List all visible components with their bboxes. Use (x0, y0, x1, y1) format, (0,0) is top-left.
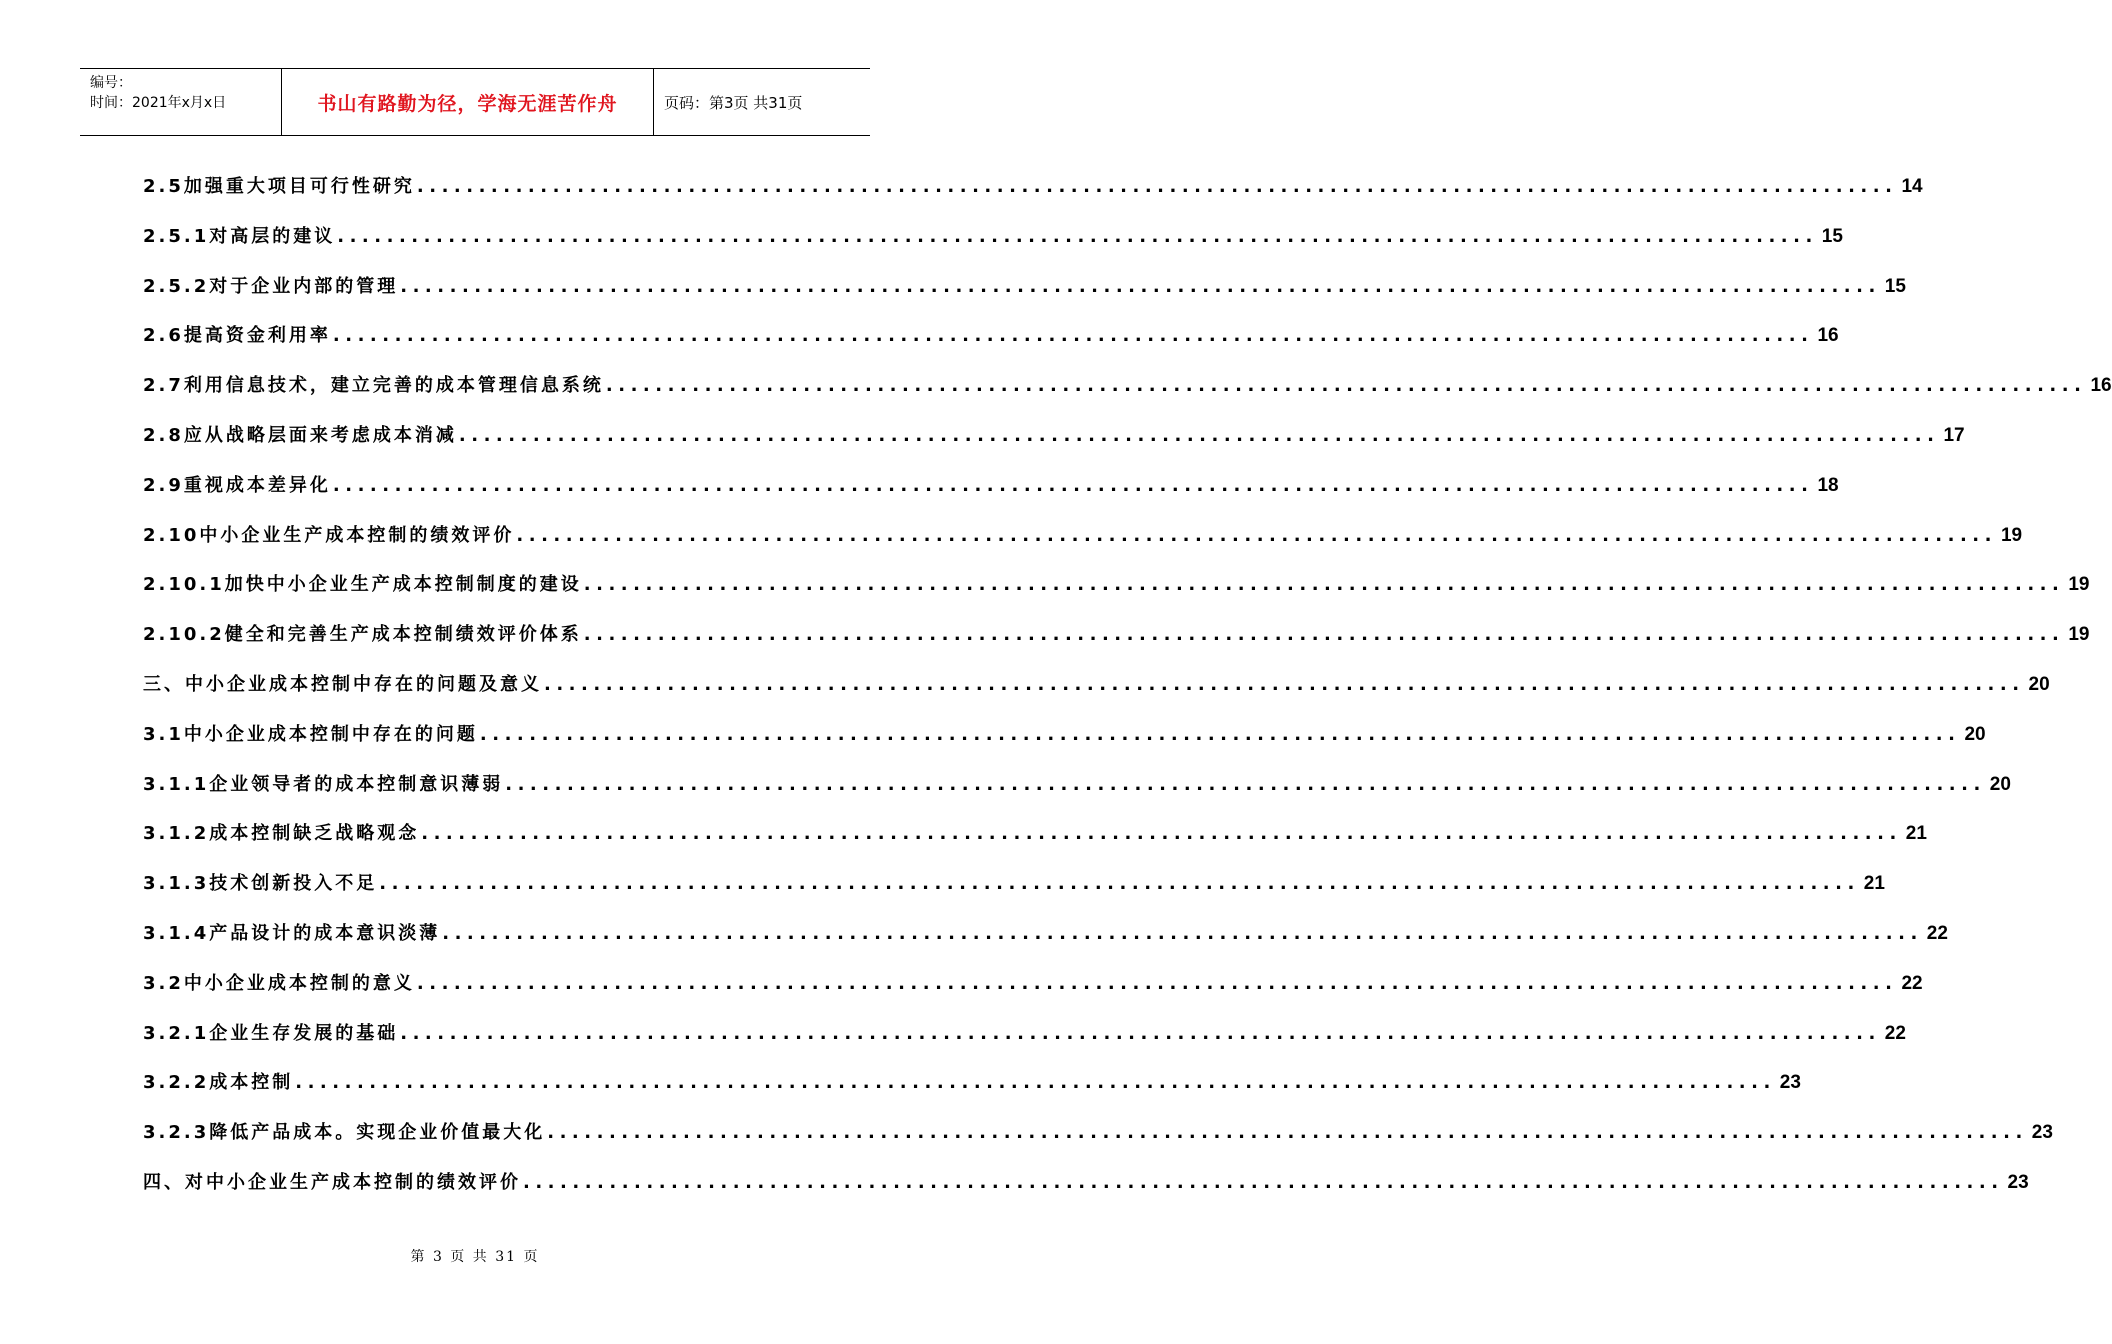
toc-entry-page: 14 (1901, 176, 1923, 197)
date-label: 时间：2021年x月x日 (90, 95, 227, 111)
toc-entry-title: 2.10.1加快中小企业生产成本控制制度的建设 (143, 574, 582, 596)
toc-dot-leader: ........................................................................................................................ (458, 424, 1940, 446)
toc-dot-leader: ........................................................................................................................ (379, 873, 1860, 895)
toc-entry[interactable] (143, 807, 1927, 857)
toc-entry[interactable] (143, 658, 2050, 708)
toc-entry-page: 23 (2031, 1122, 2053, 1144)
page-header (80, 68, 870, 136)
toc-entry[interactable] (143, 309, 1839, 359)
toc-entry[interactable] (143, 857, 1885, 907)
toc-entry-page: 19 (2068, 624, 2090, 646)
toc-entry[interactable] (143, 708, 1986, 758)
toc-dot-leader: ........................................................................................................................ (544, 673, 2025, 695)
toc-entry-title: 3.1中小企业成本控制中存在的问题 (143, 723, 478, 745)
toc-dot-leader: ........................................................................................................................ (479, 723, 1961, 745)
toc-entry-page: 16 (2090, 375, 2112, 397)
toc-dot-leader: ........................................................................................................................ (400, 275, 1881, 297)
toc-dot-leader: ........................................................................................................................ (416, 972, 1898, 994)
toc-entry-title: 2.8应从战略层面来考虑成本消减 (143, 424, 457, 446)
toc-entry-page: 16 (1817, 325, 1839, 347)
toc-entry-page: 20 (1989, 773, 2011, 795)
toc-entry-page: 17 (1943, 424, 1965, 446)
toc-entry-title: 2.5.1对高层的建议 (143, 225, 336, 247)
toc-dot-leader: ........................................................................................................................ (400, 1022, 1881, 1044)
toc-dot-leader: ........................................................................................................................ (583, 624, 2065, 646)
toc-dot-leader: ........................................................................................................................ (523, 1171, 2004, 1193)
toc-entry-title: 3.1.3技术创新投入不足 (143, 873, 378, 895)
toc-entry-page: 22 (1901, 972, 1923, 994)
toc-entry[interactable] (143, 160, 1923, 210)
toc-entry-title: 2.5.2对于企业内部的管理 (143, 275, 399, 297)
toc-entry-page: 23 (2007, 1171, 2029, 1193)
toc-entry-page: 19 (2068, 574, 2090, 596)
toc-entry-page: 22 (1926, 922, 1948, 944)
toc-entry[interactable] (143, 1156, 2029, 1206)
toc-entry[interactable] (143, 907, 1948, 957)
toc-entry[interactable] (143, 558, 2090, 608)
toc-dot-leader: ........................................................................................................................ (605, 375, 2087, 397)
toc-entry[interactable] (143, 210, 1843, 260)
toc-entry-title: 2.10中小企业生产成本控制的绩效评价 (143, 524, 515, 546)
toc-entry[interactable] (143, 459, 1839, 509)
toc-entry[interactable] (143, 1106, 2053, 1156)
toc-entry[interactable] (143, 758, 2011, 808)
toc-entry-page: 15 (1821, 225, 1843, 247)
number-label: 编号： (90, 75, 132, 91)
header-meta (80, 69, 282, 135)
toc-dot-leader: ........................................................................................................................ (421, 823, 1902, 845)
toc-dot-leader: ........................................................................................................................ (332, 325, 1814, 347)
toc-entry[interactable] (143, 260, 1906, 310)
toc-entry-page: 15 (1884, 275, 1906, 297)
toc-entry[interactable] (143, 1056, 1801, 1106)
toc-dot-leader: ........................................................................................................................ (442, 922, 1923, 944)
toc-entry-page: 23 (1779, 1072, 1801, 1094)
toc-entry[interactable] (143, 608, 2090, 658)
toc-entry[interactable] (143, 1007, 1906, 1057)
toc-dot-leader: ........................................................................................................................ (416, 176, 1898, 197)
toc-dot-leader: ........................................................................................................................ (295, 1072, 1776, 1094)
page-footer: 第 3 页 共 31 页 (410, 1249, 540, 1265)
toc-entry-page: 21 (1863, 873, 1885, 895)
toc-entry-page: 22 (1884, 1022, 1906, 1044)
toc-entry-page: 21 (1905, 823, 1927, 845)
toc-entry-title: 2.6提高资金利用率 (143, 325, 331, 347)
toc-entry-page: 20 (1964, 723, 1986, 745)
toc-entry[interactable] (143, 957, 1923, 1007)
toc-entry-title: 2.9重视成本差异化 (143, 474, 331, 496)
toc-entry-title: 3.2.2成本控制 (143, 1072, 294, 1094)
toc-entry-title: 2.5加强重大项目可行性研究 (143, 176, 415, 197)
toc-dot-leader: ........................................................................................................................ (516, 524, 1997, 546)
header-motto: 书山有路勤为径，学海无涯苦作舟 (282, 69, 654, 135)
toc-entry-title: 3.1.4产品设计的成本意识淡薄 (143, 922, 441, 944)
toc-entry[interactable] (143, 409, 1965, 459)
toc-entry-page: 19 (2000, 524, 2023, 546)
toc-entry-title: 3.1.1企业领导者的成本控制意识薄弱 (143, 773, 504, 795)
toc-dot-leader: ........................................................................................................................ (547, 1122, 2028, 1144)
toc-dot-leader: ........................................................................................................................ (505, 773, 1986, 795)
header-page-info: 页码：第3页 共31页 (664, 93, 803, 112)
toc-dot-leader: ........................................................................................................................ (583, 574, 2065, 596)
toc-entry-title: 2.10.2健全和完善生产成本控制绩效评价体系 (143, 624, 582, 646)
toc-entry-page: 18 (1817, 474, 1839, 496)
toc-entry-title: 四、对中小企业生产成本控制的绩效评价 (143, 1171, 521, 1193)
toc-entry[interactable] (143, 359, 2112, 409)
toc-entry-title: 3.2中小企业成本控制的意义 (143, 972, 415, 994)
toc-entry-title: 2.7利用信息技术，建立完善的成本管理信息系统 (143, 375, 604, 397)
table-of-contents (143, 160, 2112, 1206)
toc-entry-title: 三、中小企业成本控制中存在的问题及意义 (143, 673, 542, 695)
toc-entry-title: 3.2.1企业生存发展的基础 (143, 1022, 399, 1044)
toc-dot-leader: ........................................................................................................................ (332, 474, 1814, 496)
toc-entry-title: 3.2.3降低产品成本。实现企业价值最大化 (143, 1122, 546, 1144)
toc-dot-leader: ........................................................................................................................ (337, 225, 1818, 247)
toc-entry-page: 20 (2028, 673, 2050, 695)
toc-entry-title: 3.1.2成本控制缺乏战略观念 (143, 823, 420, 845)
toc-entry[interactable] (143, 509, 2023, 559)
